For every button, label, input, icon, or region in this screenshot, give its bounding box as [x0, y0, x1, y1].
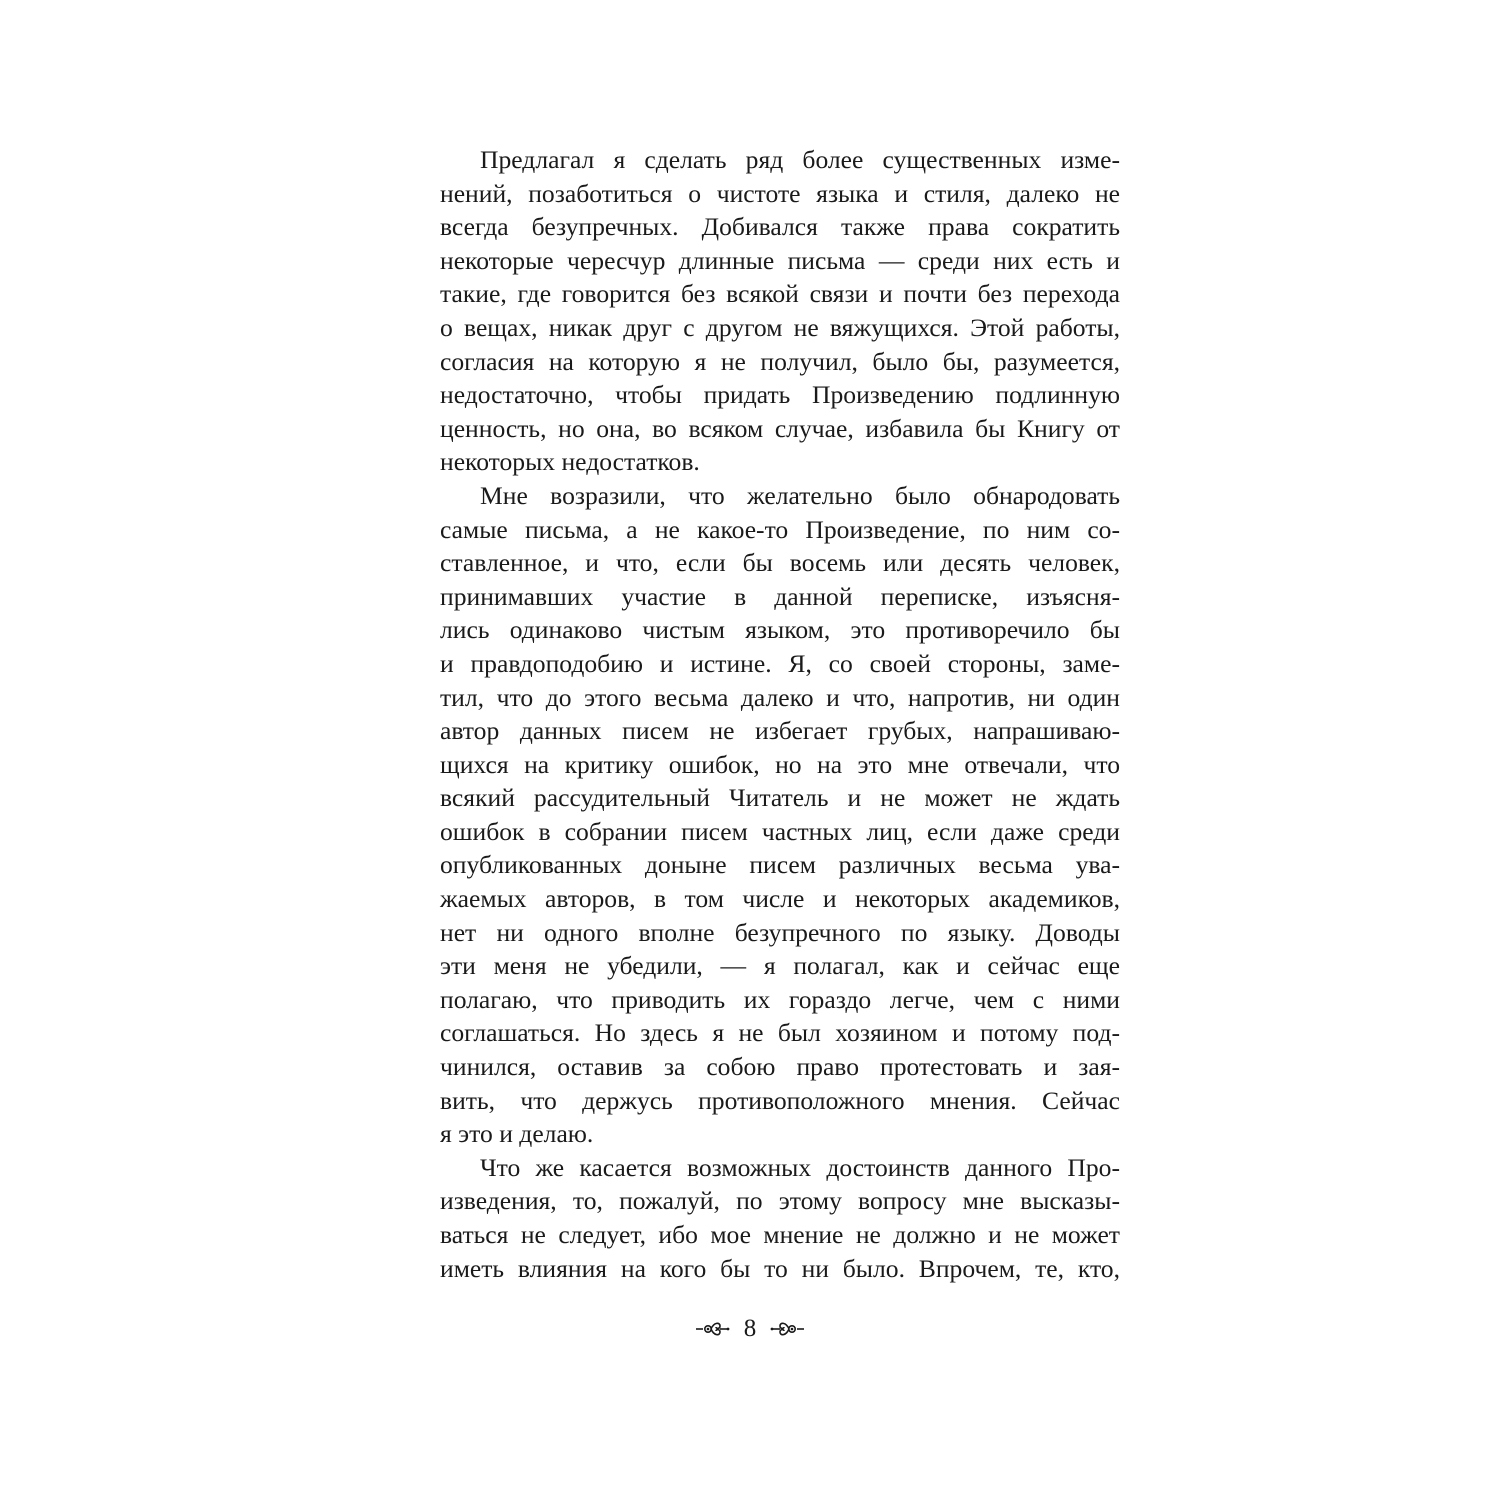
text-line: соглашаться. Но здесь я не был хозяином и потому под-: [440, 1018, 1120, 1048]
text-line: опубликованных доныне писем различных весьма ува-: [440, 850, 1120, 880]
text-line: нет ни одного вполне безупречного по языку. Доводы: [440, 917, 1120, 947]
text-line: щихся на критику ошибок, но на это мне отвечали, что: [440, 749, 1120, 779]
text-line: автор данных писем не избегает грубых, напрашиваю-: [440, 716, 1120, 746]
text-line: такие, где говорится без всякой связи и почти без перехода: [440, 279, 1120, 309]
body-text: [440, 143, 1120, 1285]
text-line: некоторых недостатков.: [440, 447, 700, 477]
text-line: о вещах, никак друг с другом не вяжущихся. Этой работы,: [440, 312, 1120, 342]
text-line: тил, что до этого весьма далеко и что, напротив, ни один: [440, 682, 1120, 712]
text-line: недостаточно, чтобы придать Произведению подлинную: [440, 380, 1120, 410]
text-line: ваться не следует, ибо мое мнение не должно и не может: [440, 1220, 1120, 1249]
floral-ornament-icon: [694, 1318, 730, 1340]
text-line: принимавших участие в данной переписке, изъясня-: [440, 581, 1120, 611]
text-line: самые письма, а не какое-то Произведение, по ним со-: [440, 514, 1120, 544]
paragraph: [440, 143, 1120, 479]
text-line: Что же касается возможных достоинств данного Про-: [480, 1152, 1120, 1182]
text-line: Предлагал я сделать ряд более существенных изме-: [480, 145, 1120, 174]
floral-ornament-icon: [770, 1318, 806, 1340]
text-line: и правдоподобию и истине. Я, со своей стороны, заме-: [440, 648, 1120, 678]
text-line: всегда безупречных. Добивался также права сократить: [440, 212, 1120, 242]
text-line: согласия на которую я не получил, было бы, разумеется,: [440, 346, 1120, 376]
text-line: эти меня не убедили, — я полагал, как и сейчас еще: [440, 951, 1120, 981]
text-line: некоторые чересчур длинные письма — среди них есть и: [440, 245, 1120, 275]
text-line: полагаю, что приводить их гораздо легче, чем с ними: [440, 984, 1120, 1014]
text-line: ставленное, и что, если бы восемь или десять человек,: [440, 548, 1120, 578]
text-line: Мне возразили, что желательно было обнародовать: [480, 480, 1120, 510]
page-footer: [0, 1314, 1500, 1344]
text-line: вить, что держусь противоположного мнения. Сейчас: [440, 1085, 1120, 1115]
paragraph: [440, 1151, 1120, 1285]
paragraph: [440, 479, 1120, 1151]
text-line: ошибок в собрании писем частных лиц, если даже среди: [440, 816, 1120, 846]
text-line: жаемых авторов, в том числе и некоторых академиков,: [440, 884, 1120, 914]
text-line: изведения, то, пожалуй, по этому вопросу мне высказы-: [440, 1186, 1120, 1216]
text-line: ценность, но она, во всяком случае, избавила бы Книгу от: [440, 413, 1120, 443]
text-line: иметь влияния на кого бы то ни было. Впрочем, те, кто,: [440, 1253, 1120, 1283]
text-line: нений, позаботиться о чистоте языка и стиля, далеко не: [440, 178, 1120, 208]
page-number: 8: [743, 1315, 757, 1342]
text-line: я это и делаю.: [440, 1119, 594, 1149]
text-line: всякий рассудительный Читатель и не может не ждать: [440, 783, 1120, 813]
text-line: чинился, оставив за собою право протестовать и зая-: [440, 1052, 1120, 1082]
text-line: лись одинаково чистым языком, это противоречило бы: [440, 615, 1120, 645]
